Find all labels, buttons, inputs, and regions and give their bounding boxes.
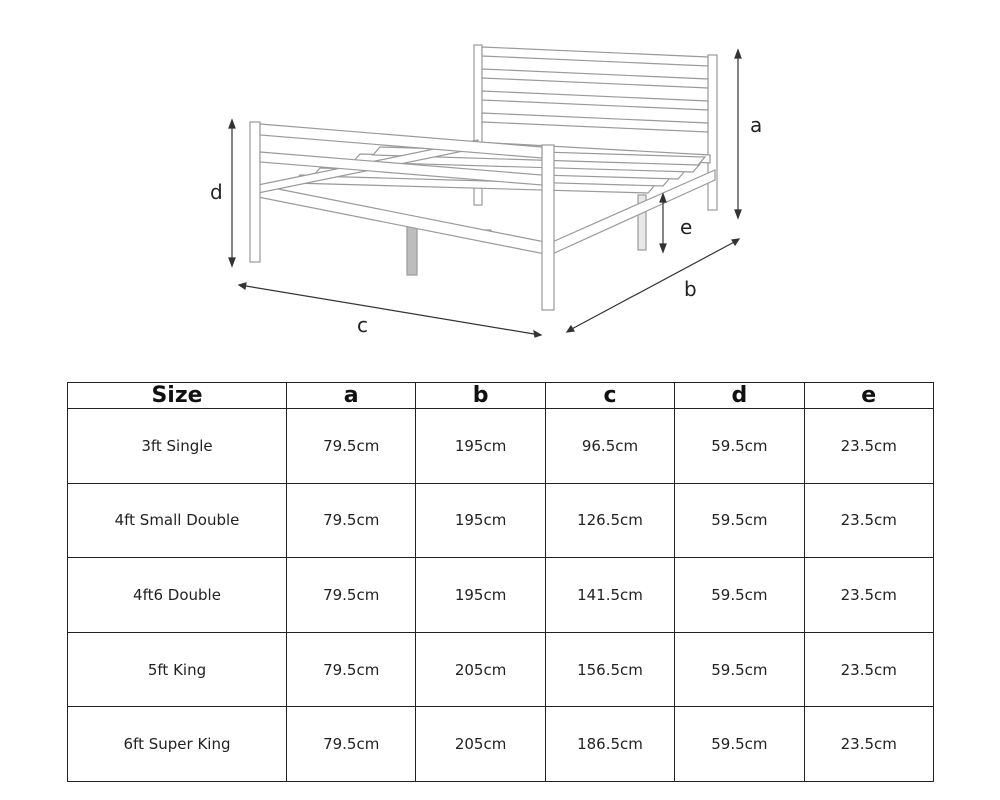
- table-row: [68, 707, 934, 782]
- cell-b: 205cm: [416, 707, 545, 782]
- cell-d: 59.5cm: [675, 558, 804, 633]
- cell-size: 4ft6 Double: [68, 558, 287, 633]
- cell-c: 141.5cm: [545, 558, 674, 633]
- header-e: e: [804, 383, 933, 409]
- cell-e: 23.5cm: [804, 558, 933, 633]
- table-header-row: [68, 383, 934, 409]
- cell-c: 186.5cm: [545, 707, 674, 782]
- cell-c: 96.5cm: [545, 409, 674, 484]
- cell-size: 4ft Small Double: [68, 483, 287, 558]
- dimension-label-d: d: [210, 180, 223, 204]
- cell-e: 23.5cm: [804, 483, 933, 558]
- bed-frame-illustration: [250, 45, 717, 310]
- cell-a: 79.5cm: [287, 409, 416, 484]
- dimension-label-b: b: [684, 277, 697, 301]
- size-dimensions-table: [67, 382, 934, 782]
- bed-frame-dimension-diagram: [0, 0, 1000, 370]
- header-size: Size: [68, 383, 287, 409]
- table-row: [68, 558, 934, 633]
- header-b: b: [416, 383, 545, 409]
- cell-b: 205cm: [416, 632, 545, 707]
- dimension-label-a: a: [750, 113, 763, 137]
- cell-d: 59.5cm: [675, 409, 804, 484]
- table-row: [68, 632, 934, 707]
- cell-b: 195cm: [416, 558, 545, 633]
- cell-b: 195cm: [416, 409, 545, 484]
- cell-e: 23.5cm: [804, 409, 933, 484]
- cell-c: 126.5cm: [545, 483, 674, 558]
- cell-d: 59.5cm: [675, 632, 804, 707]
- header-c: c: [545, 383, 674, 409]
- cell-a: 79.5cm: [287, 483, 416, 558]
- header-a: a: [287, 383, 416, 409]
- header-d: d: [675, 383, 804, 409]
- table-row: [68, 409, 934, 484]
- cell-e: 23.5cm: [804, 707, 933, 782]
- cell-c: 156.5cm: [545, 632, 674, 707]
- cell-b: 195cm: [416, 483, 545, 558]
- cell-a: 79.5cm: [287, 558, 416, 633]
- cell-e: 23.5cm: [804, 632, 933, 707]
- cell-a: 79.5cm: [287, 707, 416, 782]
- cell-size: 5ft King: [68, 632, 287, 707]
- dimension-label-c: c: [357, 313, 368, 337]
- cell-a: 79.5cm: [287, 632, 416, 707]
- cell-d: 59.5cm: [675, 483, 804, 558]
- cell-d: 59.5cm: [675, 707, 804, 782]
- table-row: [68, 483, 934, 558]
- cell-size: 6ft Super King: [68, 707, 287, 782]
- cell-size: 3ft Single: [68, 409, 287, 484]
- dimension-label-e: e: [680, 215, 693, 239]
